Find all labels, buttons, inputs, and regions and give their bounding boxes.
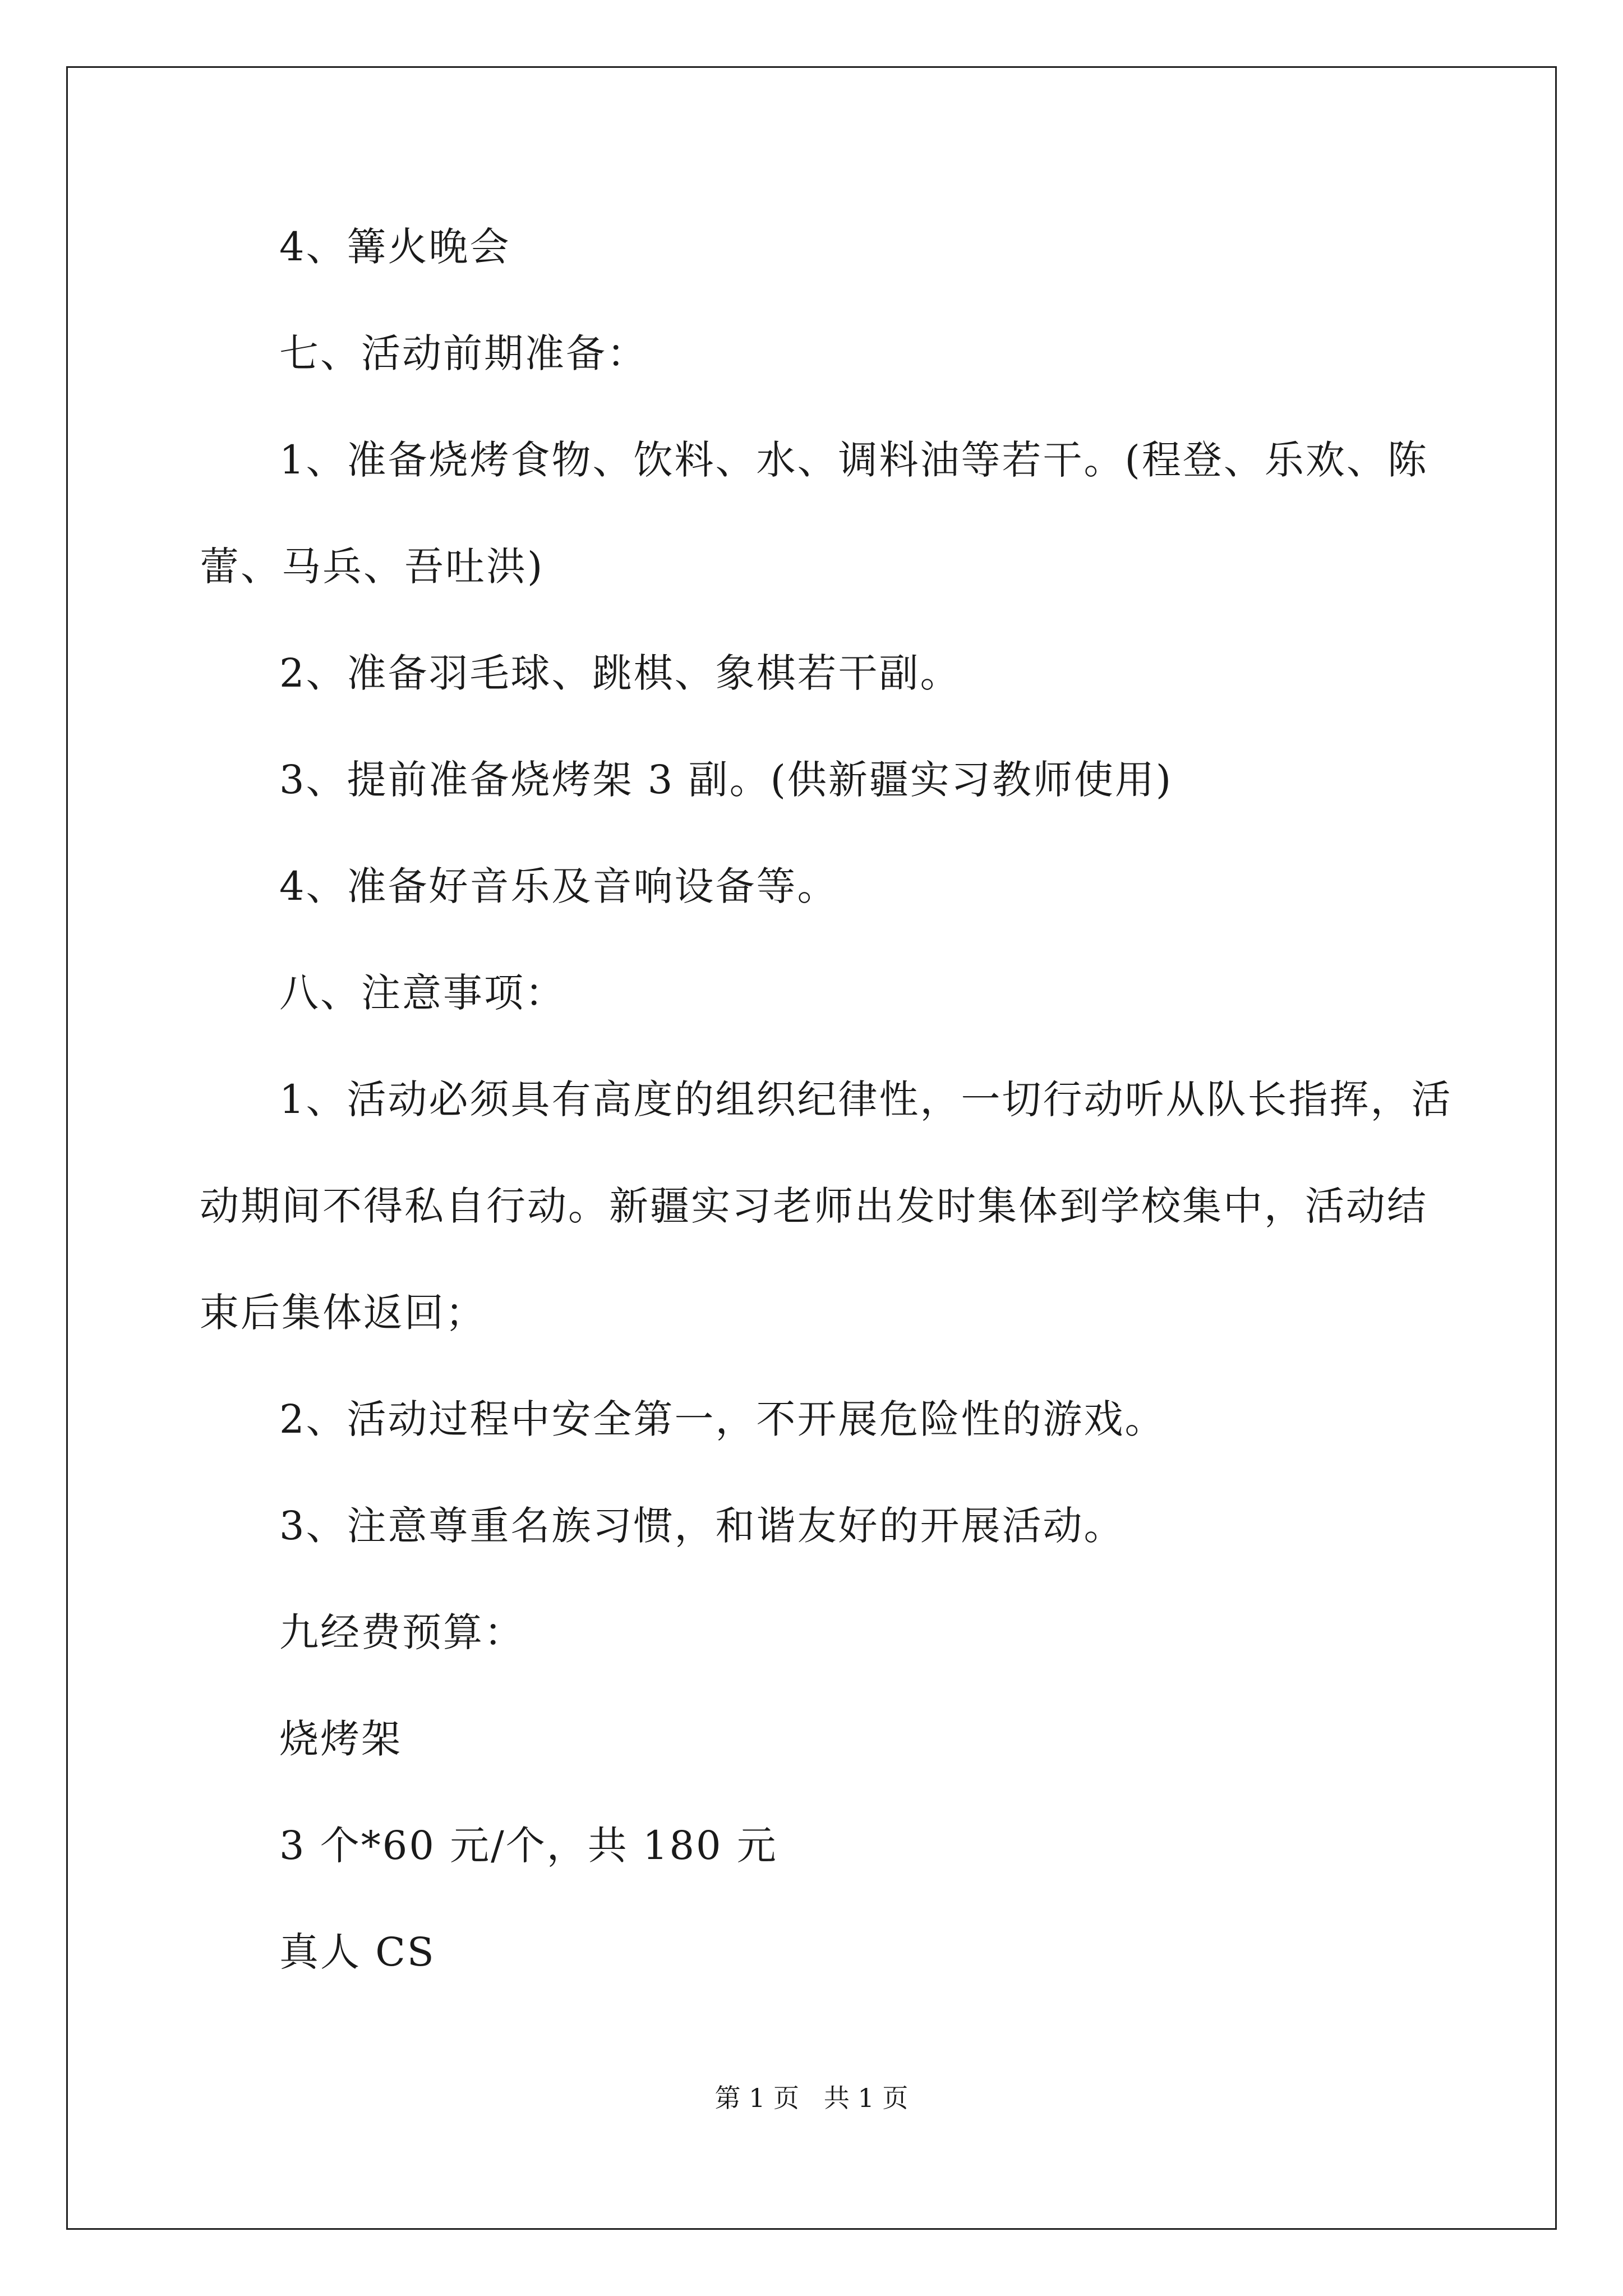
notes-item-1: 1、活动必须具有高度的组织纪律性，一切行动听从队长指挥，活 (279, 1076, 1453, 1122)
prep-item-2: 2、准备羽毛球、跳棋、象棋若干副。 (279, 650, 961, 696)
page-border (66, 66, 1557, 2230)
notes-item-3: 3、注意尊重名族习惯，和谐友好的开展活动。 (279, 1503, 1125, 1549)
list-item-bonfire: 4、篝火晚会 (279, 224, 511, 270)
prep-item-4: 4、准备好音乐及音响设备等。 (279, 863, 838, 909)
budget-item-grill: 烧烤架 (279, 1716, 402, 1762)
page-footer: 第 1 页 共 1 页 (714, 2083, 909, 2113)
prep-item-1-continued: 蕾、马兵、吾吐洪) (200, 544, 545, 590)
section-heading-notes: 八、注意事项： (279, 970, 566, 1016)
section-heading-preparation: 七、活动前期准备： (279, 330, 648, 376)
section-heading-budget: 九经费预算： (279, 1609, 525, 1655)
budget-item-grill-cost: 3 个*60 元/个，共 180 元 (279, 1823, 778, 1869)
prep-item-1: 1、准备烧烤食物、饮料、水、调料油等若干。(程登、乐欢、陈 (279, 437, 1428, 483)
notes-item-1-continued: 动期间不得私自行动。新疆实习老师出发时集体到学校集中，活动结 (200, 1183, 1428, 1229)
prep-item-3: 3、提前准备烧烤架 3 副。(供新疆实习教师使用) (279, 757, 1173, 803)
budget-item-cs: 真人 CS (279, 1929, 436, 1975)
notes-item-1-end: 束后集体返回； (200, 1290, 486, 1336)
notes-item-2: 2、活动过程中安全第一，不开展危险性的游戏。 (279, 1396, 1166, 1442)
